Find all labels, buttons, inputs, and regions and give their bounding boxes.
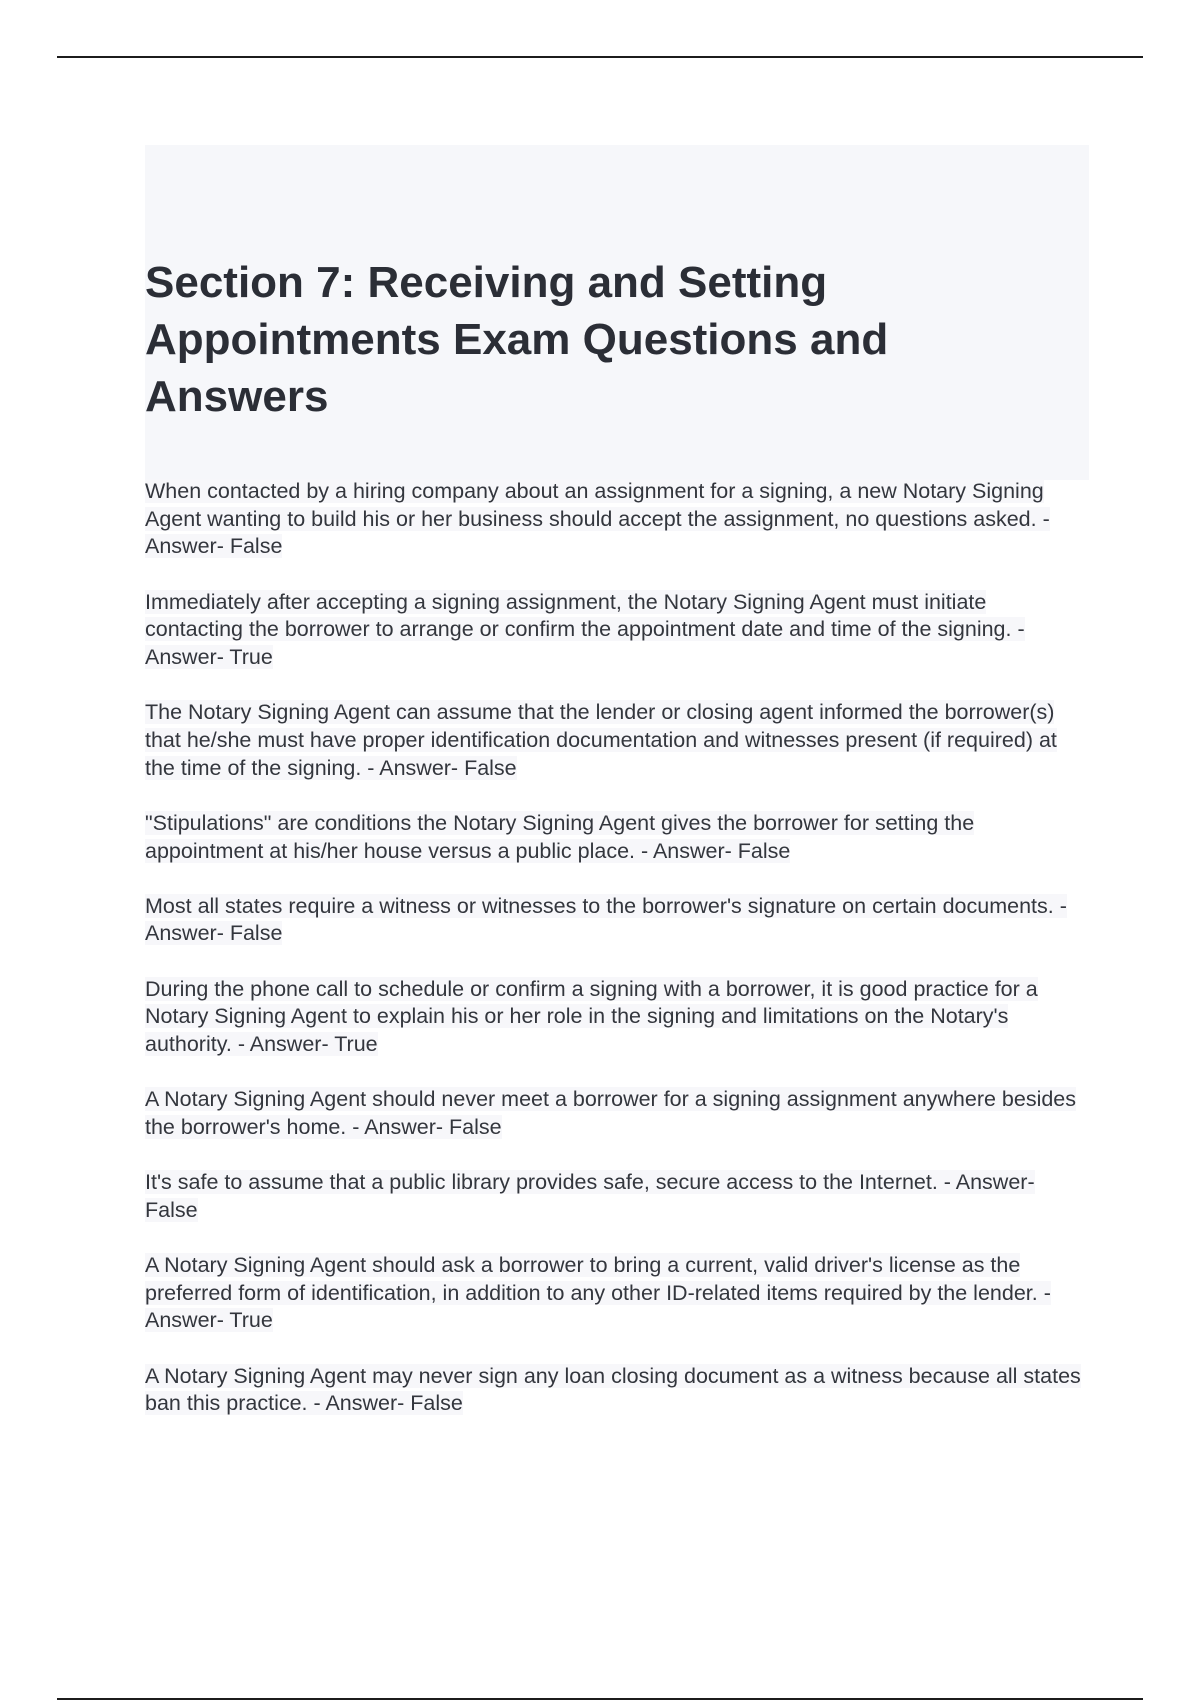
qa-item-5 [145, 893, 1085, 948]
qa-item-9 [145, 1252, 1085, 1335]
qa-item-4 [145, 810, 1085, 865]
header-rule [57, 56, 1143, 58]
qa-item-text: A Notary Signing Agent should ask a borrower to bring a current, valid driver's license as the preferred form of identification, in addition to any other ID-related items required by the lender. - Answer- True [145, 1253, 1051, 1333]
qa-item-8 [145, 1169, 1085, 1224]
qa-item-3 [145, 699, 1085, 782]
qa-item-text: It's safe to assume that a public library provides safe, secure access to the Internet. - Answer- False [145, 1170, 1035, 1222]
qa-item-text: When contacted by a hiring company about an assignment for a signing, a new Notary Signing Agent wanting to build his or her business should accept the assignment, no questions asked. - Answer- False [145, 479, 1050, 559]
qa-list [145, 478, 1085, 1446]
qa-item-text: Most all states require a witness or witnesses to the borrower's signature on certain documents. - Answer- False [145, 893, 1067, 946]
qa-item-text: During the phone call to schedule or confirm a signing with a borrower, it is good practice for a Notary Signing Agent to explain his or her role in the signing and limitations on the Notary's authority. - Answer- True [145, 976, 1038, 1057]
document-title: Section 7: Receiving and Setting Appointments Exam Questions and Answers [145, 258, 889, 421]
qa-item-text: "Stipulations" are conditions the Notary Signing Agent gives the borrower for setting the appointment at his/her house versus a public place. - Answer- False [145, 810, 975, 863]
qa-item-6 [145, 976, 1085, 1059]
qa-item-2 [145, 589, 1085, 672]
qa-item-text: Immediately after accepting a signing assignment, the Notary Signing Agent must initiate contacting the borrower to arrange or confirm the appointment date and time of the signing. - Answer- True [145, 589, 1025, 670]
qa-item-7 [145, 1086, 1085, 1141]
qa-item-text: A Notary Signing Agent should never meet a borrower for a signing assignment anywhere besides the borrower's home. - Answer- False [145, 1087, 1077, 1139]
qa-item-text: The Notary Signing Agent can assume that the lender or closing agent informed the borrower(s) that he/she must have proper identification documentation and witnesses present (if required) at the time of the signing. - Answer- False [145, 700, 1057, 780]
qa-item-10 [145, 1363, 1085, 1418]
qa-item-text: A Notary Signing Agent may never sign any loan closing document as a witness because all states ban this practice. - Answer- False [145, 1363, 1081, 1416]
qa-item-1 [145, 478, 1085, 561]
